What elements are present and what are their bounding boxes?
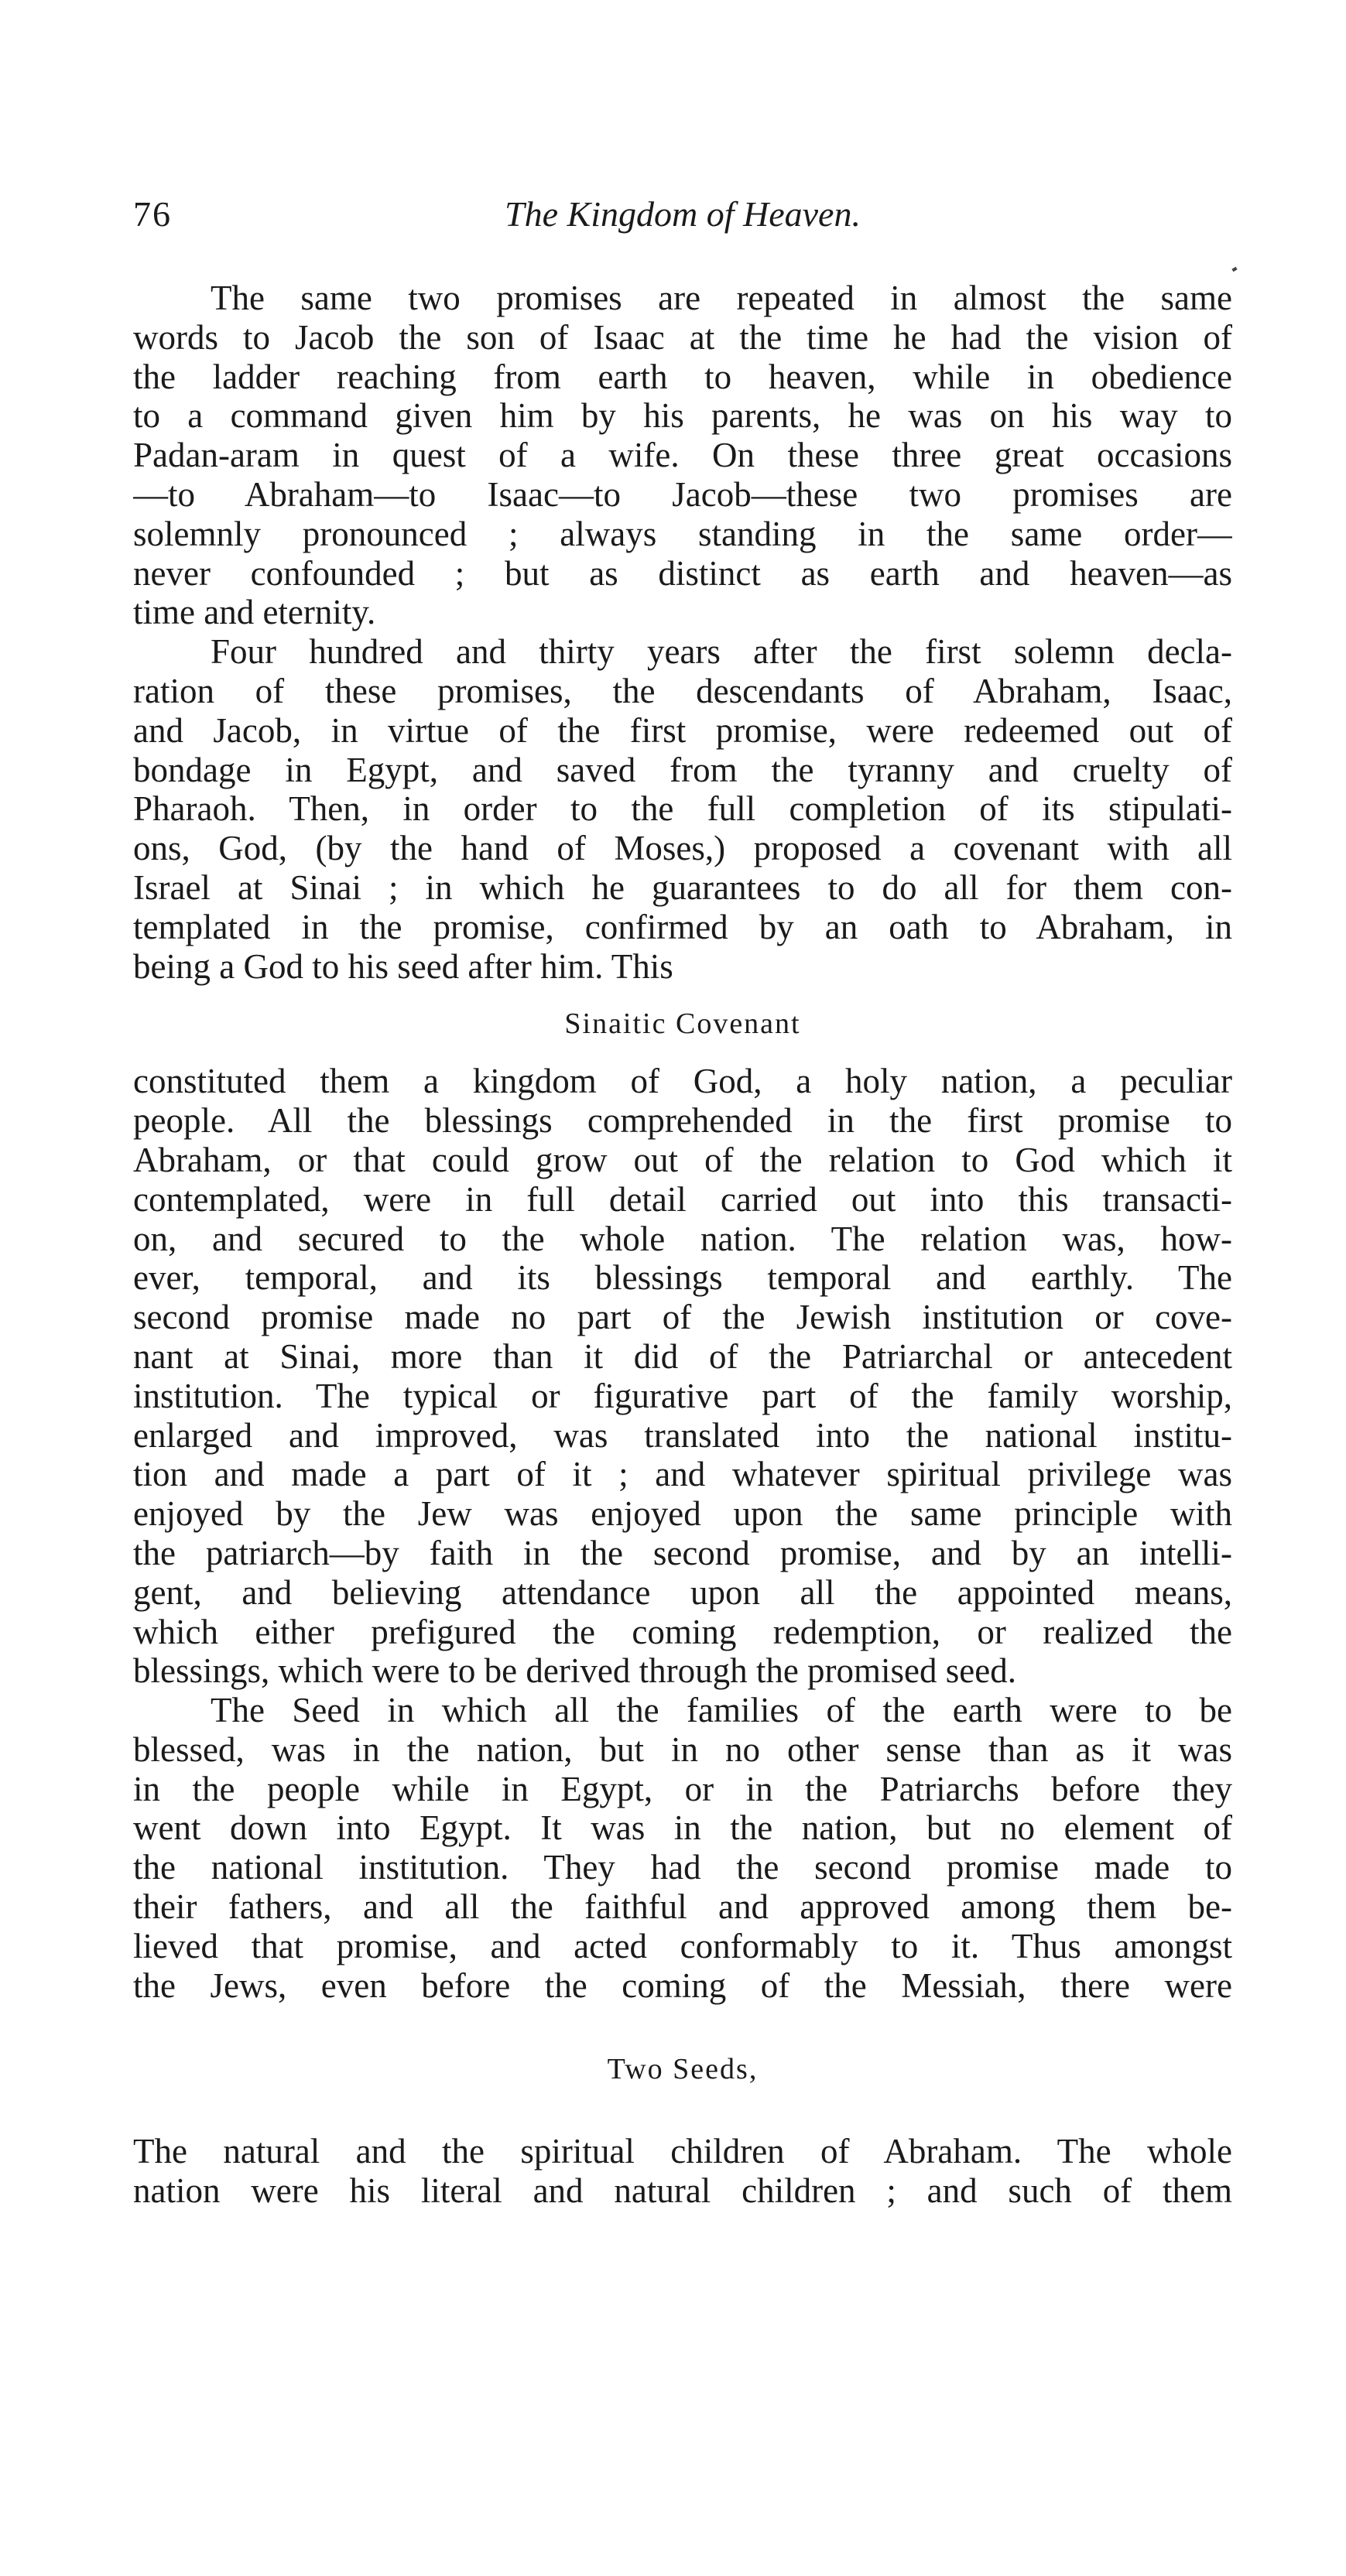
side-heading-two-seeds: Two Seeds, [607, 2053, 759, 2086]
text-line: —to Abraham—to Isaac—to Jacob—these two promises are [133, 474, 1232, 514]
text-line: nant at Sinai, more than it did of the Patriarchal or antecedent [133, 1336, 1232, 1376]
book-page [133, 193, 1232, 2211]
text-line: bondage in Egypt, and saved from the tyranny and cruelty of [133, 750, 1232, 789]
text-line: and Jacob, in virtue of the first promise, were redeemed out of [133, 710, 1232, 750]
text-line: ons, God, (by the hand of Moses,) proposed a covenant with all [133, 829, 1232, 868]
paragraph-5 [133, 2132, 1232, 2211]
text-line: enlarged and improved, was translated into the national institu- [133, 1415, 1232, 1455]
text-line: nation were his literal and natural children ; and such of them [133, 2171, 1232, 2211]
text-line: tion and made a part of it ; and whatever spiritual privilege was [133, 1455, 1232, 1494]
text-line: the national institution. They had the second promise made to [133, 1848, 1232, 1887]
text-line: the patriarch—by faith in the second promise, and by an intelli- [133, 1533, 1232, 1572]
text-line: words to Jacob the son of Isaac at the time he had the vision of [133, 317, 1232, 357]
text-line: Israel at Sinai ; in which he guarantees to do all for them con- [133, 867, 1232, 907]
paragraph-3 [133, 1062, 1232, 1691]
text-line: their fathers, and all the faithful and approved among them be- [133, 1887, 1232, 1927]
text-line: ever, temporal, and its blessings temporal and earthly. The [133, 1258, 1232, 1298]
text-line: never confounded ; but as distinct as earth and heaven—as [133, 553, 1232, 593]
text-line: institution. The typical or figurative part of the family worship, [133, 1376, 1232, 1415]
page-number: 76 [133, 194, 172, 234]
text-line: people. All the blessings comprehended in the first promise to [133, 1101, 1232, 1141]
text-line: to a command given him by his parents, he was on his way to [133, 396, 1232, 436]
paragraph-1 [133, 279, 1232, 632]
running-head: The Kingdom of Heaven. [505, 194, 861, 234]
text-line: ration of these promises, the descendants of Abraham, Isaac, [133, 671, 1232, 710]
text-line: time and eternity. [133, 593, 376, 632]
paragraph-4 [133, 1691, 1232, 2005]
text-line: Padan-aram in quest of a wife. On these three great occasions [133, 436, 1232, 475]
text-line: Abraham, or that could grow out of the relation to God which it [133, 1140, 1232, 1179]
text-line: The same two promises are repeated in almost the same [211, 279, 1232, 317]
paragraph-2 [133, 632, 1232, 986]
text-line: being a God to his seed after him. This [133, 946, 673, 986]
text-line: solemnly pronounced ; always standing in the same order— [133, 514, 1232, 553]
text-line: Four hundred and thirty years after the first solemn decla- [211, 632, 1232, 672]
text-line: the Jews, even before the coming of the Messiah, there were [133, 1965, 1232, 2005]
text-line: which either prefigured the coming redemption, or realized the [133, 1612, 1232, 1651]
text-line: went down into Egypt. It was in the nation, but no element of [133, 1808, 1232, 1848]
text-line: lieved that promise, and acted conformably to it. Thus amongst [133, 1926, 1232, 1965]
text-line: the ladder reaching from earth to heaven, while in obedience [133, 357, 1232, 396]
text-line: blessings, which were to be derived through the promised seed. [133, 1651, 1016, 1691]
text-line: contemplated, were in full detail carried out into this transacti- [133, 1179, 1232, 1219]
side-heading-sinaitic-covenant: Sinaitic Covenant [564, 1007, 801, 1041]
text-line: The natural and the spiritual children of Abraham. The whole [133, 2132, 1232, 2171]
text-line: templated in the promise, confirmed by an oath to Abraham, in [133, 907, 1232, 946]
text-line: blessed, was in the nation, but in no other sense than as it was [133, 1729, 1232, 1769]
text-line: constituted them a kingdom of God, a holy nation, a peculiar [133, 1062, 1232, 1101]
ink-fleck [1231, 267, 1237, 272]
text-line: gent, and believing attendance upon all the appointed means, [133, 1572, 1232, 1612]
text-line: Pharaoh. Then, in order to the full completion of its stipulati- [133, 789, 1232, 829]
text-line: The Seed in which all the families of the earth were to be [211, 1691, 1232, 1730]
text-line: on, and secured to the whole nation. The relation was, how- [133, 1219, 1232, 1258]
page-header [133, 193, 1232, 240]
text-line: enjoyed by the Jew was enjoyed upon the same principle with [133, 1494, 1232, 1534]
text-line: in the people while in Egypt, or in the Patriarchs before they [133, 1769, 1232, 1808]
text-line: second promise made no part of the Jewish institution or cove- [133, 1298, 1232, 1337]
